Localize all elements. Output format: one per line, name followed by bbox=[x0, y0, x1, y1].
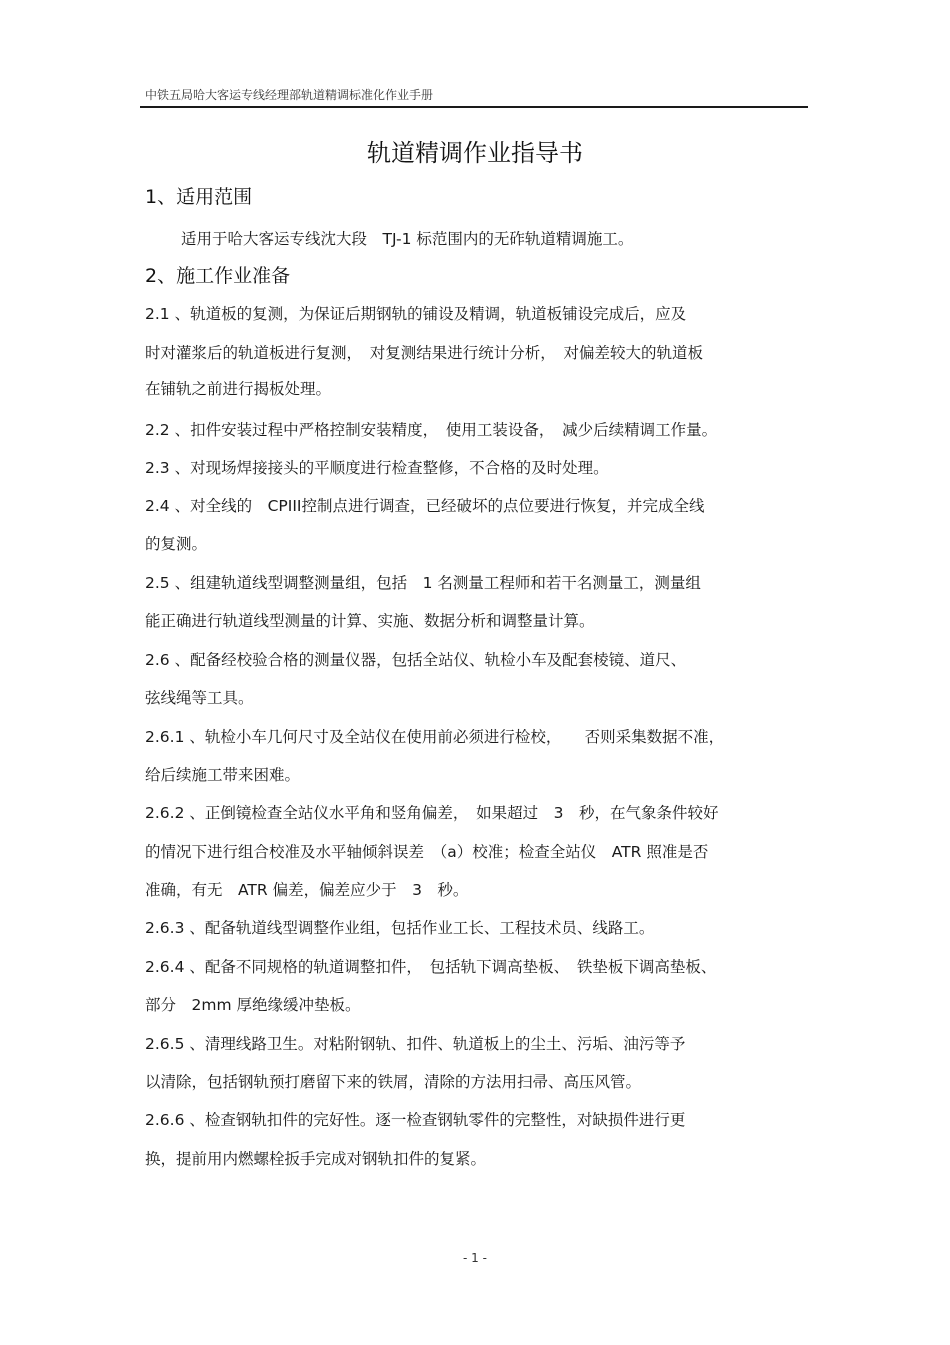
paragraph-line: 2.6.1 、轨检小车几何尺寸及全站仪在使用前必须进行检校， 否则采集数据不准， bbox=[145, 728, 725, 746]
paragraph-line: 2.6.4 、配备不同规格的轨道调整扣件， 包括轨下调高垫板、 铁垫板下调高垫板、 bbox=[145, 958, 717, 976]
section-heading-1: 1、适用范围 bbox=[145, 186, 253, 208]
paragraph-line: 的复测。 bbox=[145, 535, 208, 553]
paragraph-line: 2.5 、组建轨道线型调整测量组，包括 1 名测量工程师和若干名测量工，测量组 bbox=[145, 574, 701, 592]
paragraph-line: 2.3 、对现场焊接接头的平顺度进行检查整修，不合格的及时处理。 bbox=[145, 459, 609, 477]
paragraph-line: 弦线绳等工具。 bbox=[145, 689, 254, 707]
paragraph-line: 能正确进行轨道线型测量的计算、实施、数据分析和调整量计算。 bbox=[145, 612, 595, 630]
paragraph-line: 2.6.2 、正倒镜检查全站仪水平角和竖角偏差， 如果超过 3 秒，在气象条件较好 bbox=[145, 804, 719, 822]
section-heading-2: 2、施工作业准备 bbox=[145, 265, 291, 287]
paragraph-line: 2.2 、扣件安装过程中严格控制安装精度， 使用工装设备， 减少后续精调工作量。 bbox=[145, 421, 718, 439]
page-number: - 1 - bbox=[463, 1251, 487, 1265]
paragraph-line: 在铺轨之前进行揭板处理。 bbox=[145, 380, 332, 398]
document-title: 轨道精调作业指导书 bbox=[367, 139, 583, 167]
paragraph-line: 准确，有无 ATR 偏差，偏差应少于 3 秒。 bbox=[145, 881, 469, 899]
section-1-line-1: 适用于哈大客运专线沈大段 TJ-1 标范围内的无砟轨道精调施工。 bbox=[181, 230, 634, 248]
paragraph-line: 2.6.3 、配备轨道线型调整作业组，包括作业工长、工程技术员、线路工。 bbox=[145, 919, 655, 937]
paragraph-line: 部分 2mm 厚绝缘缓冲垫板。 bbox=[145, 996, 361, 1014]
paragraph-line: 2.1 、轨道板的复测，为保证后期钢轨的铺设及精调，轨道板铺设完成后，应及 bbox=[145, 305, 687, 323]
paragraph-line: 换，提前用内燃螺栓扳手完成对钢轨扣件的复紧。 bbox=[145, 1150, 487, 1168]
paragraph-line: 给后续施工带来困难。 bbox=[145, 766, 301, 784]
paragraph-line: 以清除，包括钢轨预打磨留下来的铁屑，清除的方法用扫帚、高压风管。 bbox=[145, 1073, 642, 1091]
paragraph-line: 的情况下进行组合校准及水平轴倾斜误差 （a）校准；检查全站仪 ATR 照准是否 bbox=[145, 843, 709, 861]
paragraph-line: 2.6.6 、检查钢轨扣件的完好性。逐一检查钢轨零件的完整性，对缺损件进行更 bbox=[145, 1111, 686, 1129]
paragraph-line: 2.4 、对全线的 CPIII控制点进行调查，已经破坏的点位要进行恢复，并完成全线 bbox=[145, 497, 705, 515]
paragraph-line: 2.6.5 、清理线路卫生。对粘附钢轨、扣件、轨道板上的尘土、污垢、油污等予 bbox=[145, 1035, 686, 1053]
paragraph-line: 2.6 、配备经校验合格的测量仪器，包括全站仪、轨检小车及配套棱镜、道尺、 bbox=[145, 651, 687, 669]
header-rule bbox=[140, 106, 808, 108]
running-header: 中铁五局哈大客运专线经理部轨道精调标准化作业手册 bbox=[145, 88, 434, 102]
paragraph-line: 时对灌浆后的轨道板进行复测， 对复测结果进行统计分析， 对偏差较大的轨道板 bbox=[145, 344, 704, 362]
